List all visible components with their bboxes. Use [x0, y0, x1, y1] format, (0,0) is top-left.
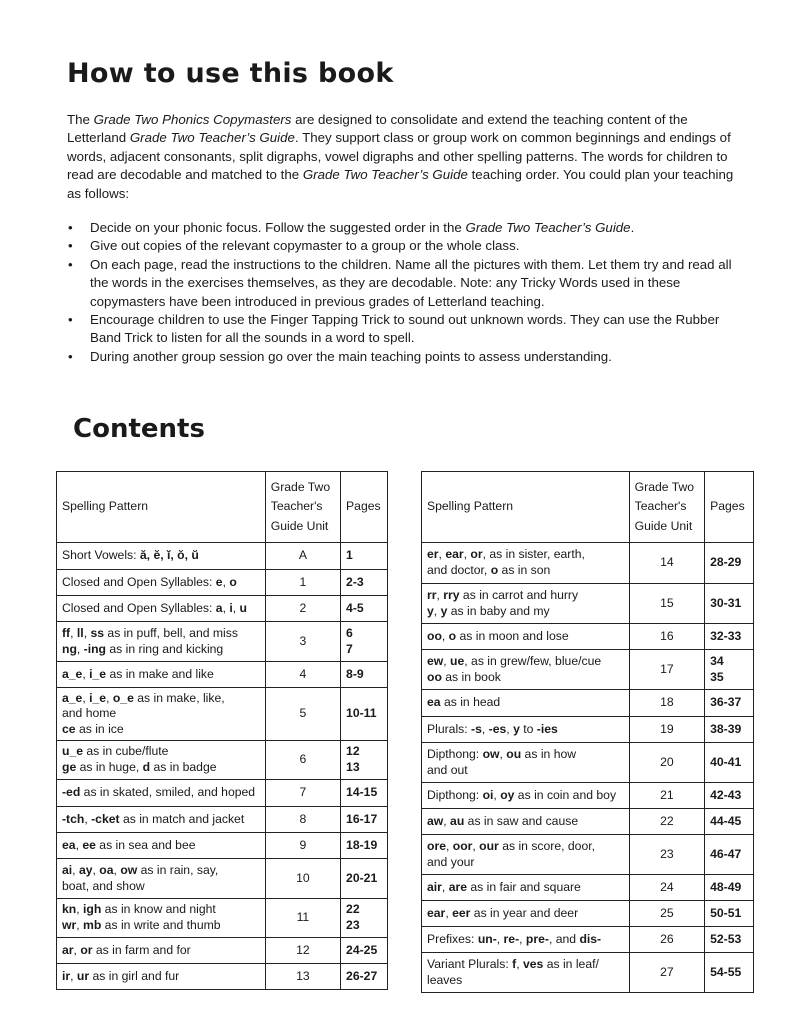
table-row: [57, 780, 388, 807]
pattern-line: ge as in huge, d as in badge: [62, 760, 217, 774]
table-row: [422, 690, 754, 717]
table-row: [57, 938, 388, 964]
guide-unit-cell: 5: [265, 688, 340, 741]
table-row: [422, 717, 754, 743]
pattern-line: and out: [427, 762, 468, 777]
pattern-highlight: rry: [443, 587, 460, 602]
spelling-pattern-cell: [422, 584, 630, 624]
guide-unit-cell: 6: [265, 741, 340, 780]
guide-unit-cell: 23: [629, 835, 704, 875]
pattern-line: Prefixes: un-, re-, pre-, and dis-: [427, 931, 602, 946]
pattern-highlight: ore: [427, 838, 446, 853]
book-title-ref: Grade Two Teacher’s Guide: [302, 167, 468, 183]
header-spelling-pattern: Spelling Pattern: [57, 472, 266, 543]
table-row: [57, 899, 388, 938]
pattern-line: air, are as in fair and square: [427, 879, 581, 894]
spelling-pattern-cell: [57, 662, 266, 688]
table-row: [57, 596, 388, 622]
pages-cell: 46-47: [705, 835, 754, 875]
pattern-highlight: ea: [62, 837, 76, 852]
table-row: [57, 741, 388, 780]
spelling-pattern-cell: [57, 741, 266, 780]
pattern-highlight: ir: [62, 968, 71, 983]
pattern-line: Plurals: -s, -es, y to -ies: [427, 721, 558, 736]
pages-cell: 4-5: [341, 596, 388, 622]
contents-table-left: [56, 471, 388, 990]
guide-unit-cell: 4: [265, 662, 340, 688]
pages-cell: 28-29: [705, 543, 754, 584]
pattern-highlight: or: [80, 942, 93, 957]
pattern-highlight: ur: [76, 968, 90, 983]
pattern-highlight: pre-: [525, 931, 549, 946]
pattern-highlight: rr: [427, 587, 437, 602]
guide-unit-cell: 8: [265, 807, 340, 833]
pattern-highlight: ge: [62, 760, 77, 774]
guide-unit-cell: 25: [629, 901, 704, 927]
pattern-highlight: a: [215, 600, 223, 615]
pattern-highlight: ea: [427, 695, 441, 710]
pattern-highlight: ou: [506, 746, 522, 761]
pattern-highlight: ce: [62, 721, 76, 736]
pattern-highlight: ue: [450, 653, 465, 668]
pattern-highlight: -s: [471, 721, 482, 736]
contents-title: Contents: [73, 414, 205, 444]
spelling-pattern-cell: [57, 570, 266, 596]
guide-unit-cell: 2: [265, 596, 340, 622]
table-row: [57, 662, 388, 688]
spelling-pattern-cell: [57, 543, 266, 570]
pattern-highlight: oo: [427, 628, 442, 643]
pages-cell: 18-19: [341, 833, 388, 859]
table-row: [422, 783, 754, 809]
pattern-highlight: ee: [82, 837, 96, 852]
usage-step: • Decide on your phonic focus. Follow the suggested order in the Grade Two Teacher’s Guide.: [67, 219, 735, 237]
spelling-pattern-cell: [57, 899, 266, 938]
table-row: [57, 964, 388, 990]
guide-unit-cell: 14: [629, 543, 704, 584]
pattern-line: ng, -ing as in ring and kicking: [62, 641, 224, 656]
pattern-highlight: -ies: [536, 721, 558, 736]
pattern-highlight: ss: [90, 625, 105, 640]
pages-cell: 38-39: [705, 717, 754, 743]
header-guide-unit: Grade Two Teacher's Guide Unit: [265, 472, 340, 543]
pattern-line: a_e, i_e as in make and like: [62, 666, 214, 681]
pages-cell: 32-33: [705, 624, 754, 650]
pattern-highlight: e: [215, 574, 223, 589]
pages-cell: 54-55: [705, 953, 754, 993]
pattern-line: Closed and Open Syllables: e, o: [62, 574, 237, 589]
pages-cell: 12 13: [341, 741, 388, 780]
pattern-line: leaves: [427, 972, 463, 987]
pattern-highlight: er: [427, 547, 439, 562]
usage-step: • Give out copies of the relevant copymaster to a group or the whole class.: [67, 237, 735, 255]
page-title: How to use this book: [67, 58, 394, 89]
pages-cell: 2-3: [341, 570, 388, 596]
table-row: [57, 833, 388, 859]
pages-cell: 14-15: [341, 780, 388, 807]
pattern-highlight: ow: [120, 862, 138, 877]
table-row: [57, 622, 388, 662]
pattern-highlight: ear: [445, 547, 464, 562]
spelling-pattern-cell: [422, 809, 630, 835]
spelling-pattern-cell: [57, 596, 266, 622]
table-row: [422, 927, 754, 953]
book-title-ref: Grade Two Teacher’s Guide: [129, 130, 295, 146]
guide-unit-cell: 19: [629, 717, 704, 743]
spelling-pattern-cell: [422, 875, 630, 901]
header-guide-unit: Grade Two Teacher's Guide Unit: [629, 472, 704, 543]
pages-cell: 36-37: [705, 690, 754, 717]
pattern-highlight: y: [440, 603, 448, 618]
pattern-line: and doctor, o as in son: [427, 563, 551, 577]
spelling-pattern-cell: [422, 743, 630, 783]
pattern-highlight: wr: [62, 918, 77, 932]
guide-unit-cell: 27: [629, 953, 704, 993]
pattern-line: er, ear, or, as in sister, earth,: [427, 547, 585, 562]
pages-cell: 22 23: [341, 899, 388, 938]
pattern-highlight: a_e: [62, 666, 83, 681]
pattern-highlight: -es: [488, 721, 507, 736]
pattern-highlight: un-: [477, 931, 497, 946]
pattern-highlight: -ing: [83, 641, 107, 656]
guide-unit-cell: 13: [265, 964, 340, 990]
pattern-line: Dipthong: ow, ou as in how: [427, 746, 577, 761]
table-row: [422, 809, 754, 835]
pattern-highlight: -tch: [62, 811, 85, 826]
pattern-line: wr, mb as in write and thumb: [62, 918, 221, 932]
pattern-line: ore, oor, our as in score, door,: [427, 838, 596, 853]
pattern-highlight: or: [470, 547, 483, 562]
pattern-line: oo, o as in moon and lose: [427, 628, 569, 643]
pattern-line: Closed and Open Syllables: a, i, u: [62, 600, 247, 615]
spelling-pattern-cell: [57, 833, 266, 859]
pattern-highlight: mb: [83, 918, 102, 932]
pattern-highlight: ay: [78, 862, 93, 877]
pattern-line: Dipthong: oi, oy as in coin and boy: [427, 787, 617, 802]
pages-cell: 52-53: [705, 927, 754, 953]
spelling-pattern-cell: [422, 783, 630, 809]
pattern-highlight: oa: [99, 862, 114, 877]
pattern-line: Variant Plurals: f, ves as in leaf/: [427, 956, 599, 971]
table-row: [57, 859, 388, 899]
pattern-highlight: oo: [427, 669, 442, 684]
pattern-highlight: o: [448, 628, 457, 643]
pattern-line: ir, ur as in girl and fur: [62, 968, 180, 983]
pattern-highlight: a_e: [62, 690, 83, 705]
header-pages: Pages: [705, 472, 754, 543]
pattern-line: -tch, -cket as in match and jacket: [62, 811, 245, 826]
pattern-highlight: re-: [503, 931, 520, 946]
pattern-line: y, y as in baby and my: [427, 603, 550, 618]
pattern-highlight: ew: [427, 653, 444, 668]
pattern-highlight: y: [427, 603, 434, 618]
table-row: [57, 807, 388, 833]
pattern-highlight: aw: [427, 813, 444, 828]
table-row: [422, 743, 754, 783]
pattern-highlight: au: [450, 813, 465, 828]
pattern-highlight: ll: [76, 625, 84, 640]
guide-unit-cell: 21: [629, 783, 704, 809]
guide-unit-cell: 12: [265, 938, 340, 964]
pattern-line: boat, and show: [62, 878, 145, 893]
pattern-line: -ed as in skated, smiled, and hoped: [62, 785, 256, 800]
pages-cell: 10-11: [341, 688, 388, 741]
pattern-highlight: ă, ĕ, ĭ, ŏ, ŭ: [139, 548, 199, 563]
pages-cell: 16-17: [341, 807, 388, 833]
table-row: [422, 875, 754, 901]
pattern-line: Short Vowels: ă, ĕ, ĭ, ŏ, ŭ: [62, 548, 199, 563]
pages-cell: 6 7: [341, 622, 388, 662]
pattern-line: ai, ay, oa, ow as in rain, say,: [62, 862, 219, 877]
pattern-highlight: ar: [62, 942, 74, 957]
pattern-highlight: oor: [452, 838, 473, 853]
spelling-pattern-cell: [57, 688, 266, 741]
pages-cell: 42-43: [705, 783, 754, 809]
guide-unit-cell: 18: [629, 690, 704, 717]
pattern-highlight: u_e: [62, 744, 84, 759]
pattern-highlight: oy: [500, 787, 515, 802]
table-row: [422, 584, 754, 624]
guide-unit-cell: 16: [629, 624, 704, 650]
spelling-pattern-cell: [57, 622, 266, 662]
intro-paragraph: The Grade Two Phonics Copymasters are designed to consolidate and extend the teaching content of the Letterland Grade Two Teacher’s Guide. They support class or group work on common beginnings and endings of words, adjacent consonants, split digraphs, vowel digraphs and other spelling patterns. The words for children to read are decodable and matched to the Grade Two Teacher’s Guide teaching order. You could plan your teaching as follows:: [67, 112, 734, 201]
pattern-highlight: ff: [62, 625, 71, 640]
spelling-pattern-cell: [422, 927, 630, 953]
guide-unit-cell: 3: [265, 622, 340, 662]
pattern-line: a_e, i_e, o_e as in make, like,: [62, 690, 225, 705]
table-row: [422, 650, 754, 690]
table-row: [422, 953, 754, 993]
header-pages: Pages: [341, 472, 388, 543]
usage-step: • During another group session go over the main teaching points to assess understanding.: [67, 348, 735, 366]
spelling-pattern-cell: [422, 624, 630, 650]
guide-unit-cell: 26: [629, 927, 704, 953]
pattern-highlight: air: [427, 879, 442, 894]
pattern-highlight: o: [229, 574, 237, 589]
table-row: [422, 624, 754, 650]
header-spelling-pattern: Spelling Pattern: [422, 472, 630, 543]
pages-cell: 34 35: [705, 650, 754, 690]
table-row: [57, 543, 388, 570]
pages-cell: 8-9: [341, 662, 388, 688]
pattern-line: oo as in book: [427, 669, 501, 684]
pattern-highlight: y: [513, 721, 520, 736]
pages-cell: 40-41: [705, 743, 754, 783]
spelling-pattern-cell: [422, 717, 630, 743]
pattern-line: ff, ll, ss as in puff, bell, and miss: [62, 625, 238, 640]
table-header-row: [57, 472, 388, 543]
spelling-pattern-cell: [422, 835, 630, 875]
guide-unit-cell: 20: [629, 743, 704, 783]
guide-unit-cell: 10: [265, 859, 340, 899]
spelling-pattern-cell: [422, 690, 630, 717]
pattern-highlight: ves: [522, 956, 544, 971]
spelling-pattern-cell: [422, 650, 630, 690]
pattern-highlight: oi: [482, 787, 494, 802]
guide-unit-cell: 1: [265, 570, 340, 596]
pattern-highlight: dis-: [579, 931, 602, 946]
pattern-line: ea as in head: [427, 695, 501, 710]
usage-steps-list: [67, 219, 735, 366]
book-title-ref: Grade Two Teacher’s Guide: [465, 220, 631, 235]
pattern-highlight: f: [512, 956, 517, 971]
pattern-line: ew, ue, as in grew/few, blue/cue: [427, 653, 602, 668]
table-row: [422, 901, 754, 927]
pattern-highlight: d: [142, 760, 151, 774]
pattern-highlight: ng: [62, 641, 77, 656]
pages-cell: 20-21: [341, 859, 388, 899]
contents-table-right: [421, 471, 754, 993]
pattern-highlight: igh: [83, 902, 102, 917]
pattern-highlight: our: [479, 838, 499, 853]
pattern-line: and your: [427, 854, 475, 869]
guide-unit-cell: 7: [265, 780, 340, 807]
pattern-highlight: i_e: [89, 666, 107, 681]
pattern-line: kn, igh as in know and night: [62, 902, 216, 917]
spelling-pattern-cell: [57, 859, 266, 899]
guide-unit-cell: A: [265, 543, 340, 570]
spelling-pattern-cell: [57, 807, 266, 833]
guide-unit-cell: 11: [265, 899, 340, 938]
pattern-line: aw, au as in saw and cause: [427, 813, 579, 828]
pattern-line: ce as in ice: [62, 721, 124, 736]
pattern-line: ar, or as in farm and for: [62, 942, 191, 957]
usage-step: • Encourage children to use the Finger Tapping Trick to sound out unknown words. They can use the Rubber Band Trick to listen for all the sounds in a word to spell.: [67, 311, 735, 348]
table-row: [57, 570, 388, 596]
spelling-pattern-cell: [422, 543, 630, 584]
table-header-row: [422, 472, 754, 543]
pages-cell: 26-27: [341, 964, 388, 990]
usage-step: • On each page, read the instructions to the children. Name all the pictures with them. Let them try and read all the words in the exercises themselves, as they are decodable. Note: any Tricky Words used in these copymasters have been introduced in previous grades of Letterland teaching.: [67, 256, 735, 311]
table-row: [57, 688, 388, 741]
spelling-pattern-cell: [57, 780, 266, 807]
pattern-line: and home: [62, 706, 117, 721]
pages-cell: 50-51: [705, 901, 754, 927]
pattern-highlight: ow: [482, 746, 500, 761]
spelling-pattern-cell: [57, 964, 266, 990]
spelling-pattern-cell: [422, 901, 630, 927]
pattern-highlight: ear: [427, 905, 446, 920]
guide-unit-cell: 24: [629, 875, 704, 901]
pattern-highlight: eer: [452, 905, 471, 920]
pattern-line: ear, eer as in year and deer: [427, 905, 579, 920]
pattern-highlight: u: [239, 600, 247, 615]
table-row: [422, 543, 754, 584]
pages-cell: 44-45: [705, 809, 754, 835]
pattern-highlight: -cket: [91, 811, 120, 826]
table-row: [422, 835, 754, 875]
guide-unit-cell: 15: [629, 584, 704, 624]
pattern-highlight: are: [448, 879, 468, 894]
pattern-line: rr, rry as in carrot and hurry: [427, 587, 579, 602]
guide-unit-cell: 22: [629, 809, 704, 835]
pages-cell: 48-49: [705, 875, 754, 901]
pattern-highlight: i: [229, 600, 233, 615]
pages-cell: 1: [341, 543, 388, 570]
pages-cell: 24-25: [341, 938, 388, 964]
pattern-highlight: kn: [62, 902, 77, 917]
spelling-pattern-cell: [57, 938, 266, 964]
pattern-highlight: i_e: [89, 690, 107, 705]
pattern-line: ea, ee as in sea and bee: [62, 837, 196, 852]
book-title-ref: Grade Two Phonics Copymasters: [93, 112, 292, 127]
pattern-line: u_e as in cube/flute: [62, 744, 169, 759]
guide-unit-cell: 9: [265, 833, 340, 859]
pattern-highlight: o_e: [112, 690, 134, 705]
guide-unit-cell: 17: [629, 650, 704, 690]
spelling-pattern-cell: [422, 953, 630, 993]
pages-cell: 30-31: [705, 584, 754, 624]
pattern-highlight: ai: [62, 862, 73, 877]
pattern-highlight: -ed: [62, 785, 81, 800]
pattern-highlight: o: [490, 563, 499, 577]
